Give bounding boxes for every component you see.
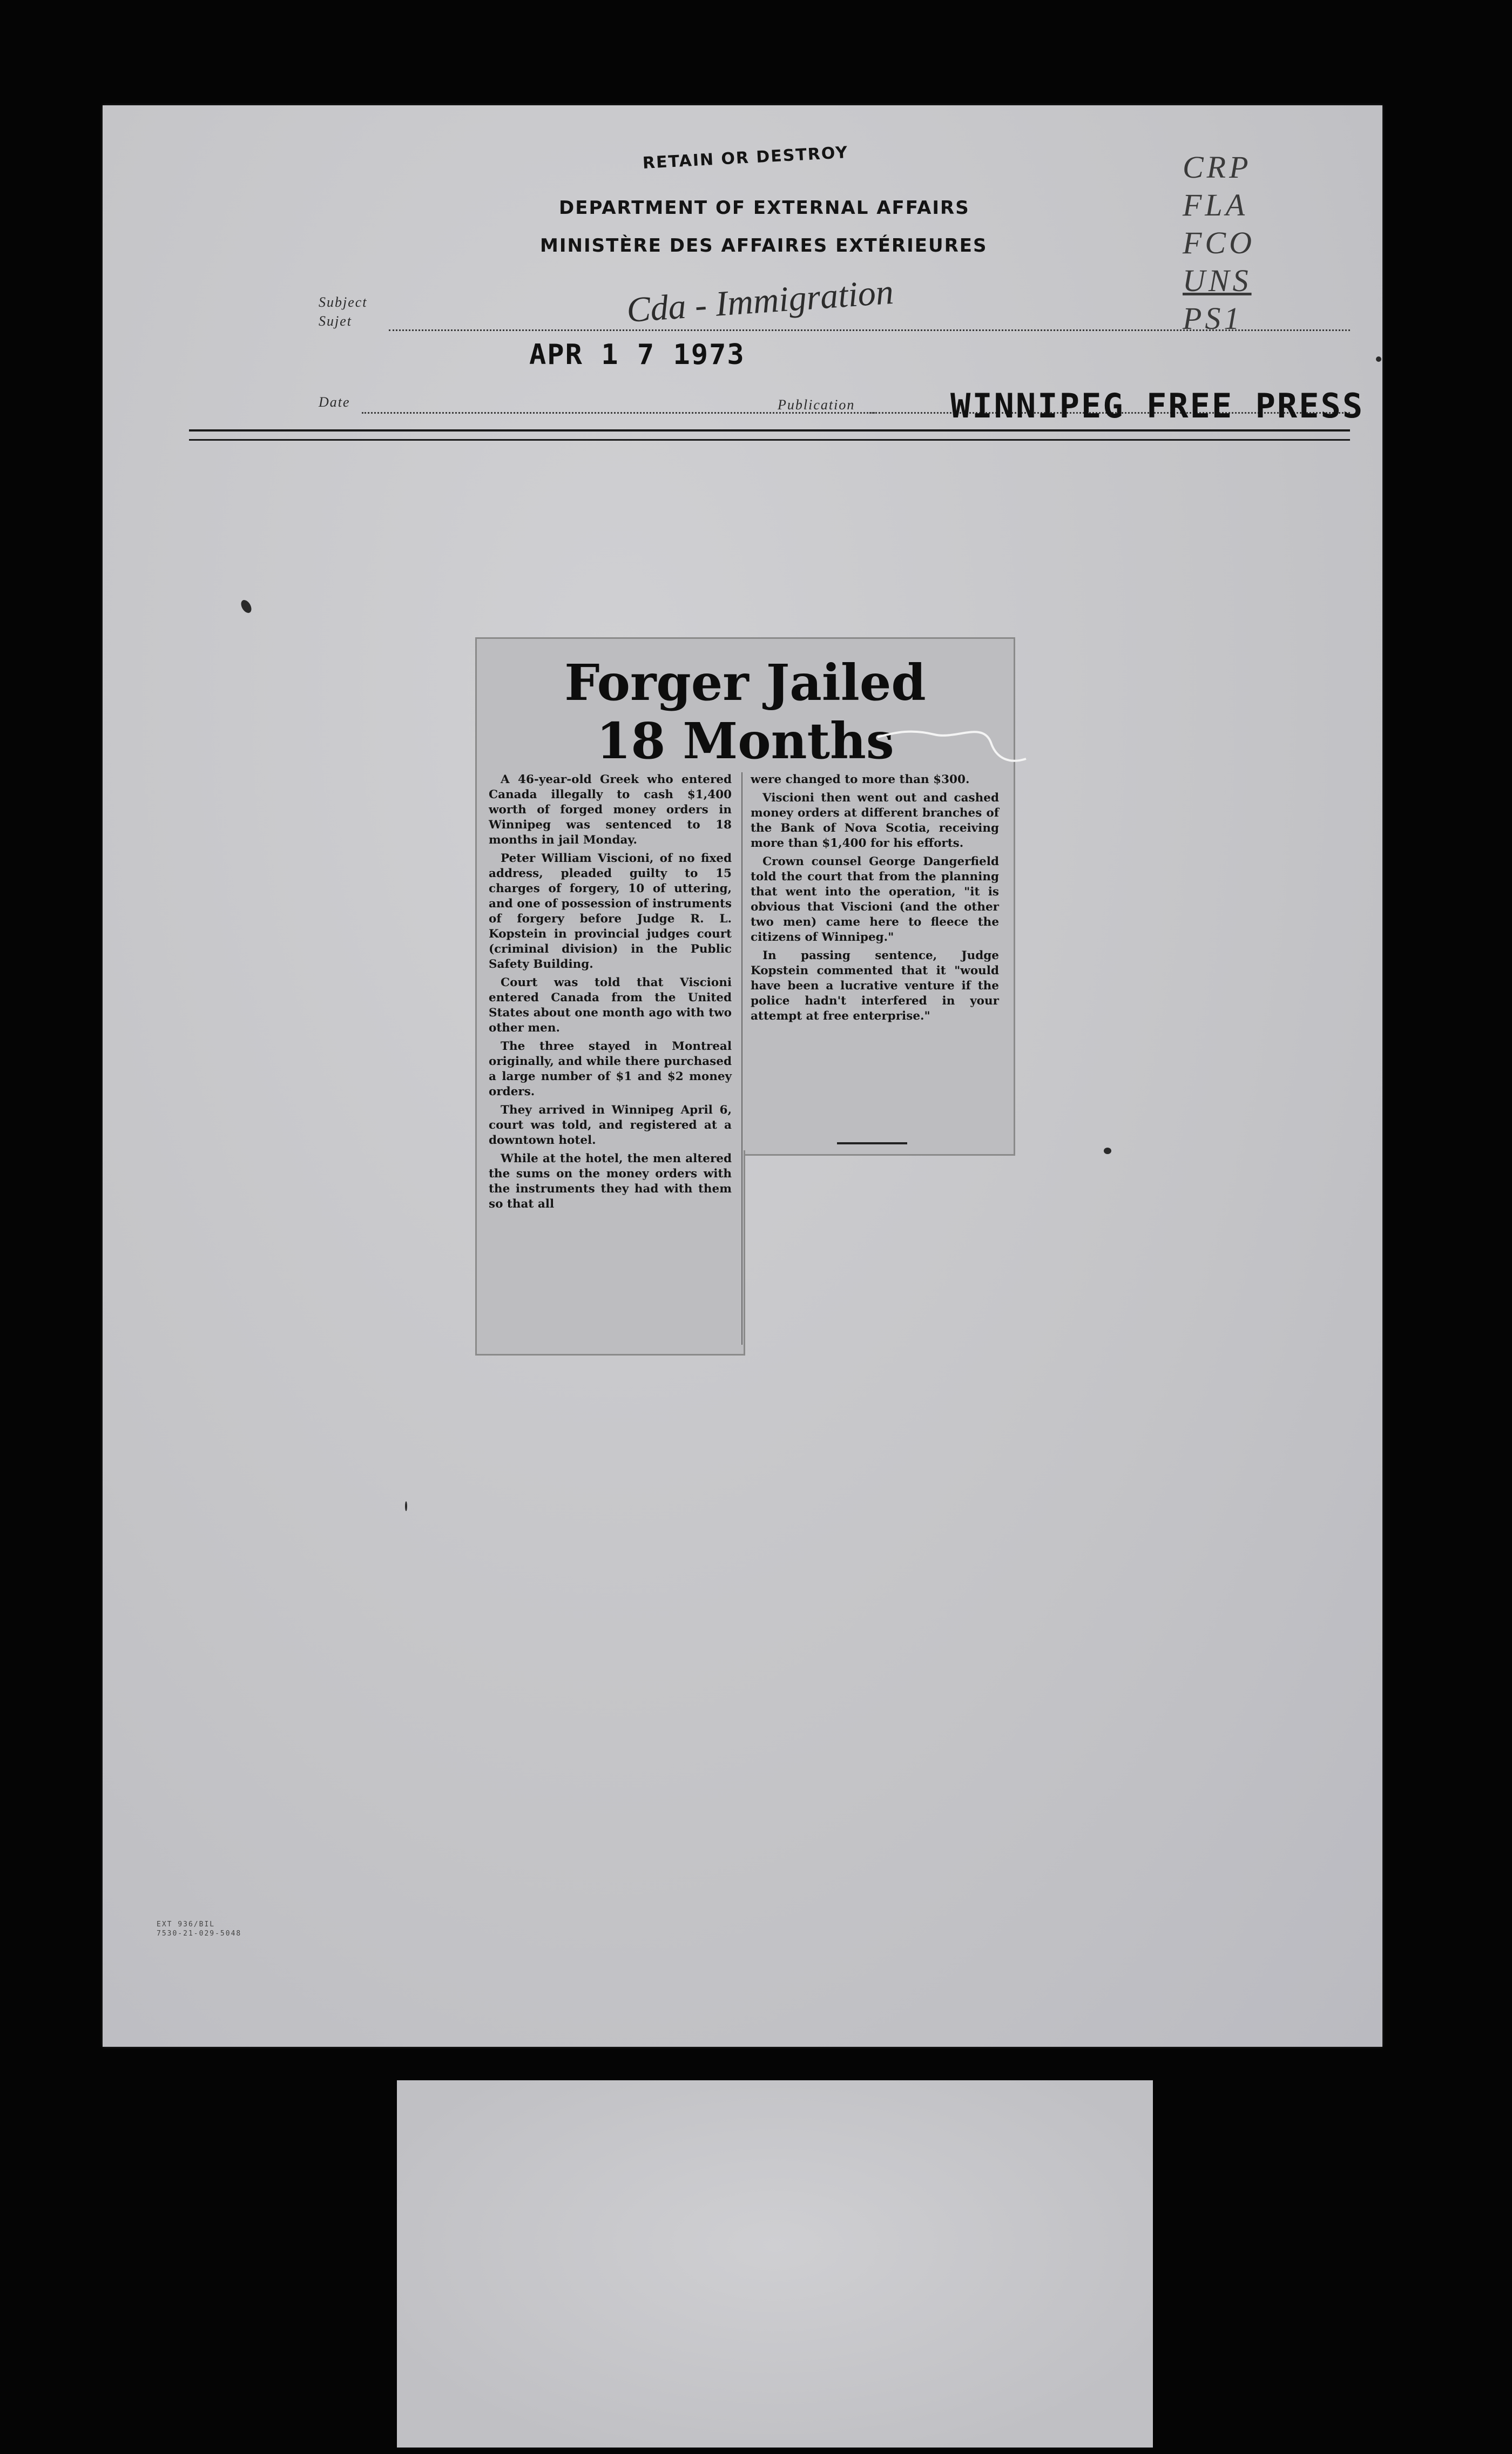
- date-label: Date: [319, 394, 350, 410]
- date-stamp: APR 1 7 1973: [529, 339, 745, 371]
- white-scribble-mark: [875, 716, 1031, 775]
- header-rule: [189, 429, 1350, 432]
- routing-mark: FCO: [1183, 225, 1255, 260]
- article-paragraph: were changed to more than $300.: [751, 773, 970, 786]
- department-name-fr: MINISTÈRE DES AFFAIRES EXTÉRIEURES: [540, 235, 988, 257]
- article-paragraph: Crown counsel George Dangerfield told the court that from the planning that went into the operation, "it is obvious that Viscioni (and the other two men) came here to fleece the citizens of Winnipeg.": [751, 855, 999, 944]
- subject-line: [389, 329, 1350, 331]
- clipping-file-sheet: [103, 105, 1382, 2047]
- article-column-left: [489, 772, 732, 1215]
- form-code: [157, 1920, 241, 1938]
- article-paragraph: The three stayed in Montreal originally, and while there purchased a large number of $1 and $2 money orders.: [489, 1040, 732, 1098]
- article-paragraph: While at the hotel, the men altered the sums on the money orders with the instruments they had with them so that all: [489, 1152, 732, 1211]
- stray-mark: [1376, 356, 1381, 362]
- article-paragraph: They arrived in Winnipeg April 6, court was told, and registered at a downtown hotel.: [489, 1103, 732, 1147]
- header-rule: [189, 439, 1350, 441]
- blank-card-sheet: [397, 2080, 1153, 2448]
- article-paragraph: A 46-year-old Greek who entered Canada illegally to cash $1,400 worth of forged money orders in Winnipeg was sentenced to 18 months in jail Monday.: [489, 773, 732, 847]
- article-paragraph: Court was told that Viscioni entered Canada from the United States about one month ago with two other men.: [489, 976, 732, 1035]
- form-code-line-2: 7530-21-029-5048: [157, 1930, 242, 1938]
- subject-label-fr: Sujet: [319, 313, 352, 329]
- stray-mark: [239, 598, 254, 615]
- headline-line-2: 18 Months: [596, 712, 894, 770]
- newspaper-clipping: [475, 637, 1015, 1356]
- article-column-right: [751, 772, 999, 1027]
- column-divider: [741, 772, 742, 1345]
- stray-mark: [405, 1501, 407, 1511]
- subject-label-en: Subject: [319, 294, 368, 310]
- routing-mark: PS1: [1183, 301, 1243, 336]
- stray-mark: [1104, 1148, 1111, 1154]
- department-name-en: DEPARTMENT OF EXTERNAL AFFAIRS: [559, 197, 970, 219]
- routing-marks: [1183, 149, 1323, 338]
- routing-mark: CRP: [1183, 150, 1252, 185]
- article-end-rule: [837, 1142, 907, 1144]
- article-paragraph: In passing sentence, Judge Kopstein commented that it "would have been a lucrative venture if the police hadn't interfered in your attempt at free enterprise.": [751, 949, 999, 1023]
- article-paragraph: Viscioni then went out and cashed money orders at different branches of the Bank of Nova Scotia, receiving more than $1,400 for his efforts.: [751, 791, 999, 850]
- retain-or-destroy-label: RETAIN OR DESTROY: [642, 143, 849, 173]
- publication-label: Publication: [778, 397, 855, 413]
- routing-mark: UNS: [1183, 263, 1252, 298]
- routing-mark: FLA: [1183, 187, 1248, 223]
- headline-line-1: Forger Jailed: [564, 653, 926, 712]
- subject-value: Cda - Immigration: [625, 272, 895, 331]
- publication-stamp: WINNIPEG FREE PRESS: [950, 386, 1365, 426]
- article-paragraph: Peter William Viscioni, of no fixed address, pleaded guilty to 15 charges of forgery, 10 of uttering, and one of possession of instruments of forgery before Judge R. L. Kopstein in provincial judges court (criminal division) in the Public Safety Building.: [489, 852, 732, 971]
- form-code-line-1: EXT 936/BIL: [157, 1920, 215, 1929]
